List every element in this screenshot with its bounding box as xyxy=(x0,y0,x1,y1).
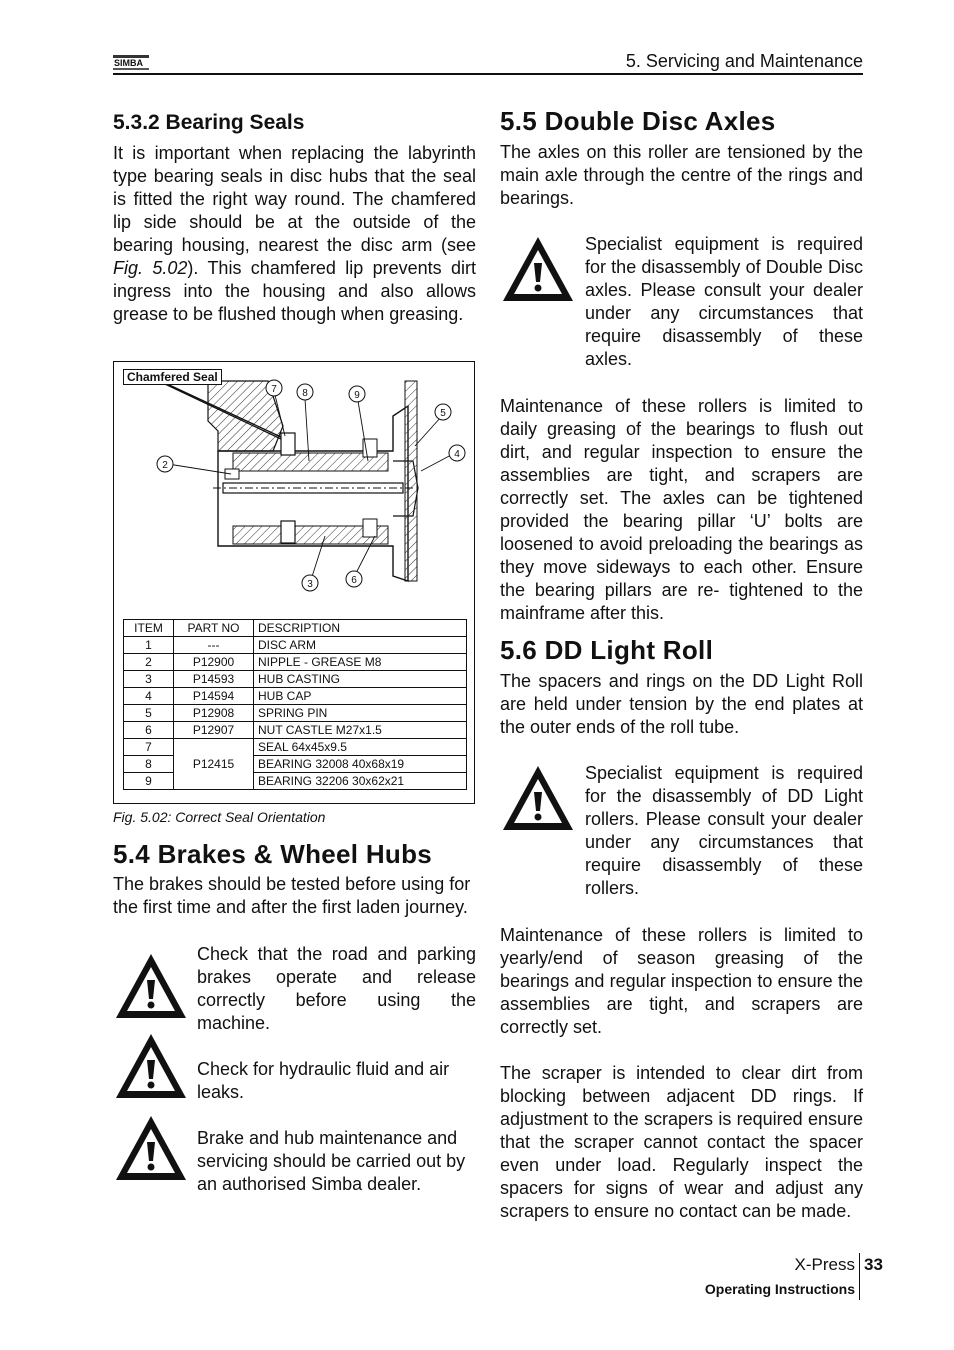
hub-assembly-drawing xyxy=(113,361,475,611)
cell-item: 7 xyxy=(124,739,174,756)
footer-brand: X-Press xyxy=(794,1255,855,1274)
cell-item: 9 xyxy=(124,773,174,790)
dd-light-intro: The spacers and rings on the DD Light Roll are held under tension by the end plates at the outer ends of the roll tube. xyxy=(500,671,863,737)
callout-5: 5 xyxy=(440,408,446,419)
cell-part-no: P12415 xyxy=(174,739,254,790)
callout-7: 7 xyxy=(271,384,277,395)
figure-caption: Fig. 5.02: Correct Seal Orientation xyxy=(113,809,326,825)
bearing-seals-text-a: It is important when replacing the labyrinth type bearing seals in disc hubs that the seal is fitted the right way round. The chamfered lip side should be at the outside of the bearing housing, nearest the disc arm (see xyxy=(113,143,476,255)
dd-light-scraper: The scraper is intended to clear dirt from blocking between adjacent DD rings. If adjustment to the scrapers is required ensure that the scraper cannot contact the spacer even under load. Regularly inspect the spacers for signs of wear and adjust any scrapers to ensure no contact can be made. xyxy=(500,1063,863,1221)
warning-block xyxy=(113,1107,476,1199)
chamfered-seal-label: Chamfered Seal xyxy=(123,369,222,385)
table-row xyxy=(124,637,467,654)
header-description: DESCRIPTION xyxy=(254,620,467,637)
warning-triangle-icon xyxy=(113,1030,189,1102)
callout-9: 9 xyxy=(354,390,360,401)
heading-bearing-seals: 5.3.2 Bearing Seals xyxy=(113,111,305,134)
warning-triangle-icon xyxy=(113,1112,189,1184)
cell-item: 2 xyxy=(124,654,174,671)
heading-dd-light-roll: 5.6 DD Light Roll xyxy=(500,635,714,665)
double-disc-intro: The axles on this roller are tensioned by the main axle through the centre of the rings and bearings. xyxy=(500,142,863,208)
cell-item: 6 xyxy=(124,722,174,739)
parts-table xyxy=(123,619,467,790)
cell-item: 1 xyxy=(124,637,174,654)
warning-text: Specialist equipment is required for the disassembly of Double Disc axles. Please consult your dealer under any circumstances that require disassembly of these axles. xyxy=(585,234,863,369)
cell-part-no: P12900 xyxy=(174,654,254,671)
warning-block xyxy=(500,233,863,373)
fig-reference: Fig. 5.02 xyxy=(113,258,188,278)
warning-block xyxy=(500,762,863,902)
cell-description: HUB CAP xyxy=(254,688,467,705)
table-row xyxy=(124,705,467,722)
cell-item: 5 xyxy=(124,705,174,722)
warning-text: Check that the road and parking brakes operate and release correctly before using the machine. xyxy=(197,944,476,1033)
cell-description: BEARING 32206 30x62x21 xyxy=(254,773,467,790)
table-header-row xyxy=(124,620,467,637)
cell-description: BEARING 32008 40x68x19 xyxy=(254,756,467,773)
cell-item: 4 xyxy=(124,688,174,705)
heading-brakes-wheel-hubs: 5.4 Brakes & Wheel Hubs xyxy=(113,839,433,869)
callout-6: 6 xyxy=(351,575,357,586)
warning-triangle-icon xyxy=(500,233,576,305)
cell-description: NUT CASTLE M27x1.5 xyxy=(254,722,467,739)
cell-part-no: --- xyxy=(174,637,254,654)
warning-text: Brake and hub maintenance and servicing should be carried out by an authorised Simba dealer. xyxy=(197,1128,466,1194)
footer-subtitle: Operating Instructions xyxy=(704,1281,855,1297)
table-row xyxy=(124,739,467,756)
cell-description: SPRING PIN xyxy=(254,705,467,722)
footer-divider xyxy=(859,1253,860,1300)
cell-part-no: P12907 xyxy=(174,722,254,739)
double-disc-maintenance: Maintenance of these rollers is limited to daily greasing of the bearings to flush out dirt, and regular inspection to ensure the assemblies are tight, and scrapers are correctly set. The axles can be tightened provided the bearing pillar ‘U’ bolts are loosened to avoid preloading the bearings as they move sideways to each other. Ensure the bearing pillars are re- tightened to the mainframe after this. xyxy=(500,396,863,623)
cell-part-no: P12908 xyxy=(174,705,254,722)
header-part-no: PART NO xyxy=(174,620,254,637)
heading-double-disc-axles: 5.5 Double Disc Axles xyxy=(500,106,776,136)
cell-description: SEAL 64x45x9.5 xyxy=(254,739,467,756)
table-row xyxy=(124,688,467,705)
logo-text: SIMBA xyxy=(114,58,143,68)
bearing-seals-paragraph xyxy=(113,142,476,326)
cell-part-no: P14594 xyxy=(174,688,254,705)
warning-block xyxy=(113,1025,476,1100)
simba-logo xyxy=(113,52,149,72)
callout-8: 8 xyxy=(302,388,308,399)
page-number: 33 xyxy=(864,1255,883,1274)
cell-description: HUB CASTING xyxy=(254,671,467,688)
header-rule xyxy=(113,73,863,75)
warning-block xyxy=(113,943,476,1033)
callout-2: 2 xyxy=(162,460,168,471)
table-row xyxy=(124,671,467,688)
bearing-seals-text-b: ). This chamfered lip prevents dirt ingress into the housing and also allows grease to be flushed though when greasing. xyxy=(113,258,476,324)
section-header-title: 5. Servicing and Maintenance xyxy=(625,51,863,71)
brakes-intro: The brakes should be tested before using for the first time and after the first laden journey. xyxy=(113,874,471,917)
cell-item: 8 xyxy=(124,756,174,773)
callout-4: 4 xyxy=(454,449,460,460)
dd-light-maintenance: Maintenance of these rollers is limited to yearly/end of season greasing of the bearings and regular inspection to ensure the assemblies are tight, and scrapers are correctly set. xyxy=(500,925,863,1037)
warning-triangle-icon xyxy=(500,762,576,834)
cell-item: 3 xyxy=(124,671,174,688)
warning-text: Check for hydraulic fluid and air leaks. xyxy=(197,1059,450,1102)
cell-description: NIPPLE - GREASE M8 xyxy=(254,654,467,671)
cell-part-no: P14593 xyxy=(174,671,254,688)
header-item: ITEM xyxy=(124,620,174,637)
warning-triangle-icon xyxy=(113,950,189,1022)
cell-description: DISC ARM xyxy=(254,637,467,654)
table-row xyxy=(124,654,467,671)
table-row xyxy=(124,722,467,739)
warning-text: Specialist equipment is required for the disassembly of DD Light rollers. Please consult your dealer under any circumstances that require disassembly of these rollers. xyxy=(585,763,863,898)
callout-3: 3 xyxy=(307,579,313,590)
